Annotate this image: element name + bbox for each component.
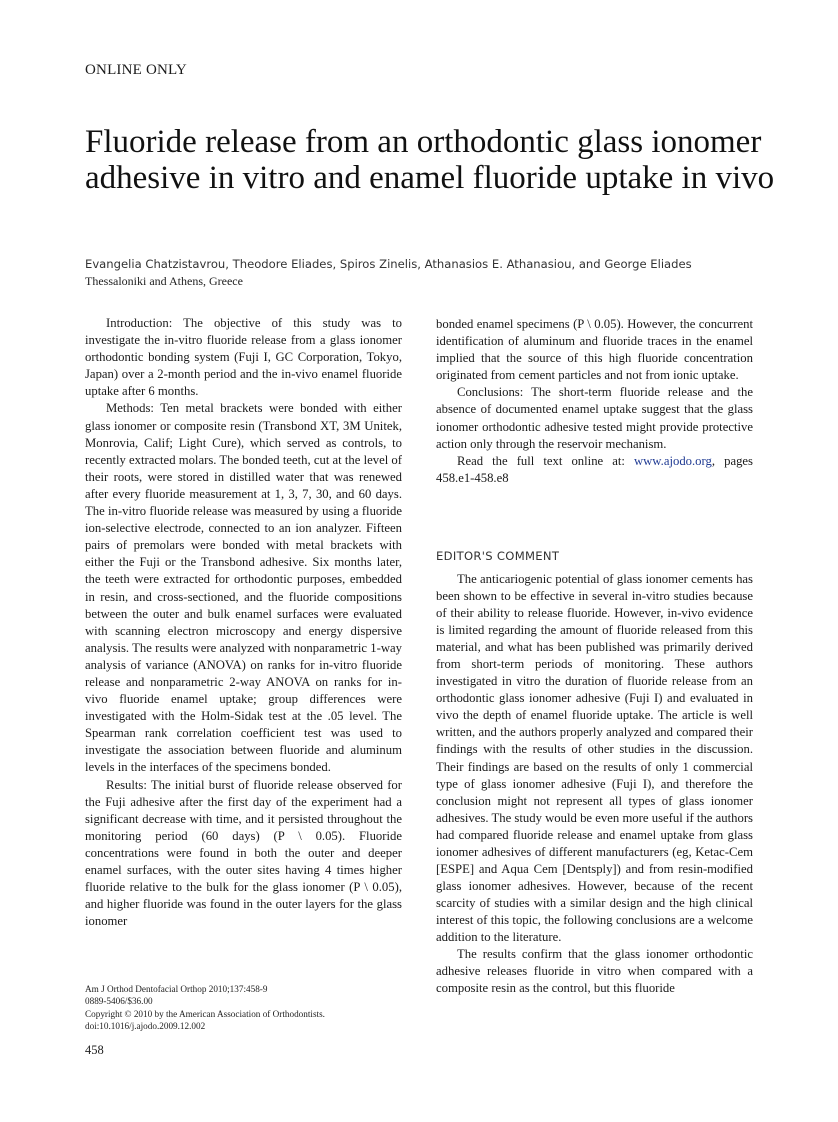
section-label: ONLINE ONLY — [85, 62, 187, 78]
editors-comment-body — [436, 571, 753, 997]
abstract-results-continued: bonded enamel specimens (P \ 0.05). However, the concurrent identification of aluminum and fluoride traces in the enamel implied that the source of this high fluoride concentration originated from cement particles and not from ionic uptake. — [436, 317, 753, 383]
abstract-results: Results: The initial burst of fluoride release observed for the Fuji adhesive after the first day of the experiment had a significant decrease with time, and it persisted throughout the monitoring period (60 days) (P \ 0.05). Fluoride concentrations were found in both the outer and deeper enamel surfaces, with the outer sites having 4 times higher fluoride relative to the bulk for the glass ionomer (P \ 0.05), and higher fluoride was found in the outer layers for the glass ionomer — [85, 777, 402, 929]
abstract-right-column — [436, 316, 753, 487]
article-title: Fluoride release from an orthodontic glass ionomer adhesive in vitro and enamel fluoride uptake in vivo — [85, 124, 775, 196]
page-number: 458 — [85, 1043, 104, 1057]
citation: Am J Orthod Dentofacial Orthop 2010;137:458-9 — [85, 984, 268, 994]
abstract-left-column — [85, 315, 402, 930]
read-more-prefix: Read the full text online at: — [457, 453, 634, 468]
issn: 0889-5406/$36.00 — [85, 996, 153, 1007]
read-more-suffix: , pages 458.e1-458.e8 — [436, 453, 753, 485]
abstract-conclusions: Conclusions: The short-term fluoride release and the absence of documented enamel uptake suggest that the glass ionomer orthodontic adhesive tested might provide protective action only through the reservoir mechanism. — [436, 385, 753, 451]
abstract-introduction: Introduction: The objective of this study was to investigate the in-vitro fluoride release from a glass ionomer orthodontic bonding system (Fuji I, GC Corporation, Tokyo, Japan) over a 2-month period and the in-vivo enamel fluoride uptake after 6 months. — [85, 316, 402, 399]
footer-notes — [85, 983, 325, 1033]
copyright: Copyright © 2010 by the American Association of Orthodontists. — [85, 1008, 325, 1019]
author-list: Evangelia Chatzistavrou, Theodore Eliades, Spiros Zinelis, Athanasios E. Athanasiou, and George Eliades — [85, 257, 692, 271]
affiliation: Thessaloniki and Athens, Greece — [85, 274, 243, 288]
read-full-text — [436, 453, 753, 487]
journal-link[interactable]: www.ajodo.org — [633, 453, 712, 468]
editors-comment-paragraph: The anticariogenic potential of glass ionomer cements has been shown to be effective in several in-vitro studies because of their ability to release fluoride. However, in-vivo evidence is limited regarding the amount of fluoride released from this material, and what has been published was primarily derived from short-term periods of monitoring. These authors investigated in vitro the duration of fluoride release from an orthodontic glass ionomer adhesive (Fuji I) and evaluated in vivo the depth of enamel fluoride uptake. The article is well written, and the authors properly analyzed and compared their findings with the results of other studies in the discussion. Their findings are based on the results of only 1 commercial type of glass ionomer adhesive (Fuji I), and therefore the conclusion might not represent all types of glass ionomer adhesives. The study would be even more useful if the authors had compared fluoride release and enamel uptake from glass ionomer adhesives of different manufacturers (eg, Ketac-Cem [ESPE] and Aqua Cem [Dentsply]) and from resin-modified glass ionomer adhesives. However, because of the recent scarcity of studies with a similar design and the high clinical interest of this topic, the following conclusions are a welcome addition to the literature. — [436, 572, 753, 944]
doi: doi:10.1016/j.ajodo.2009.12.002 — [85, 1021, 206, 1032]
editors-comment-heading: EDITOR'S COMMENT — [436, 549, 560, 563]
editors-comment-paragraph: The results confirm that the glass ionomer orthodontic adhesive releases fluoride in vitro when compared with a composite resin as the control, but this fluoride — [436, 947, 753, 996]
abstract-methods: Methods: Ten metal brackets were bonded with either glass ionomer or composite resin (Transbond XT, 3M Unitek, Monrovia, Calif; Light Cure), which served as controls, to recently extracted molars. The bonded teeth, cut at the level of their roots, were stored in distilled water that was renewed after every fluoride measurement at 1, 3, 7, 30, and 60 days. The in-vitro fluoride release was measured by using a fluoride ion-selective electrode, connected to an ion analyzer. Fifteen pairs of premolars were bonded with metal brackets with either the Fuji or the Transbond adhesive. Six months later, the teeth were extracted for orthodontic purposes, embedded in resin, and cross-sectioned, and the fluoride compositions between the outer and bulk enamel surfaces were evaluated with scanning electron microscopy and energy dispersive analysis. The results were analyzed with nonparametric 1-way analysis of variance (ANOVA) on ranks for in-vitro fluoride release and nonparametric 2-way ANOVA on ranks for in-vivo fluoride enamel uptake; group differences were investigated with the Holm-Sidak test at the .05 level. The Spearman rank correlation coefficient test was used to investigate the association between fluoride and aluminum levels in the interfaces of the specimens bonded. — [85, 401, 402, 775]
